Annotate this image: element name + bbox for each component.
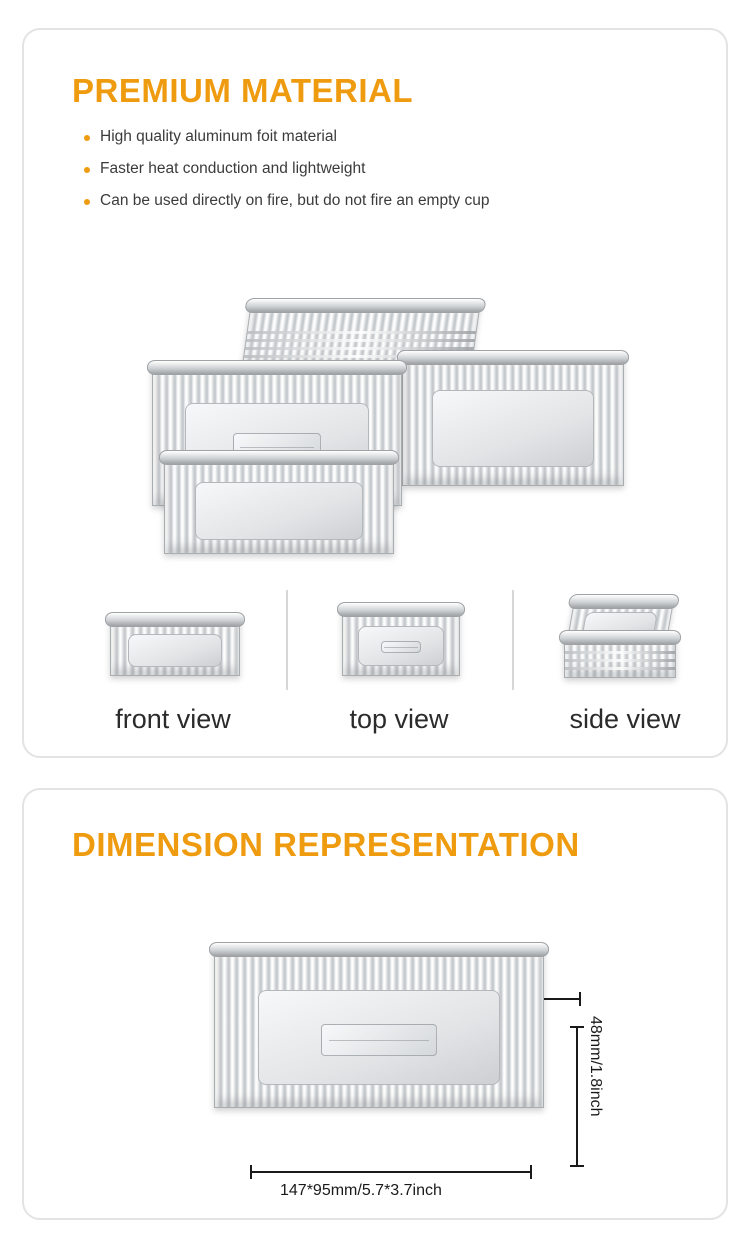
top-view-label: top view: [349, 704, 449, 734]
tray-rim: [159, 450, 399, 465]
side-view-illustration: [512, 592, 738, 692]
dimension-representation-panel: [22, 788, 728, 1220]
dimension-representation-title: DIMENSION REPRESENTATION: [72, 826, 580, 863]
tray-inner-base: [195, 482, 364, 540]
tray-rim: [559, 630, 681, 645]
tray-inner-base: [432, 390, 595, 467]
top-view-illustration: [286, 592, 512, 692]
tray-emboss: [321, 1024, 437, 1056]
stack-line: [246, 339, 474, 342]
dimension-cap: [579, 992, 581, 1006]
side-view-label: side view: [569, 704, 681, 734]
stack-line: [565, 667, 675, 670]
tray-rim: [105, 612, 245, 627]
view-cell-front: [60, 578, 286, 758]
premium-material-panel: [22, 28, 728, 758]
tray-inner-base: [128, 634, 223, 668]
bottom-dimension-line: [250, 1171, 532, 1173]
height-dimension-label: 48mm/1.8inch: [587, 1016, 604, 1117]
dimension-cap: [250, 1165, 252, 1179]
front-view-illustration: [60, 592, 286, 692]
tray-rim: [244, 298, 486, 313]
stack-line: [565, 659, 675, 662]
tray-rim: [397, 350, 629, 365]
tray-rim: [147, 360, 407, 375]
front-view-label: front view: [115, 704, 231, 734]
product-hero-illustration: [134, 278, 634, 578]
dimension-diagram: [24, 886, 730, 1216]
tray-emboss: [381, 641, 421, 654]
stacked-trays-graphic: [564, 636, 676, 678]
foil-tray-graphic: [110, 618, 240, 676]
premium-material-title: PREMIUM MATERIAL: [72, 72, 414, 109]
tray-inner-base: [358, 626, 444, 666]
dimension-cap: [530, 1165, 532, 1179]
premium-material-bullet-list: [24, 128, 726, 210]
view-cell-side: [512, 578, 738, 758]
product-views-row: [60, 578, 738, 758]
tray-rim: [337, 602, 465, 617]
foil-tray-graphic: [342, 608, 460, 676]
tray-inner-base: [258, 990, 501, 1085]
dimension-tray-graphic: [214, 948, 544, 1108]
tray-rim: [209, 942, 549, 957]
dimension-cap: [570, 1026, 584, 1028]
dimension-cap: [570, 1165, 584, 1167]
bullet-item: High quality aluminum foit material: [84, 128, 726, 146]
stack-line: [565, 651, 675, 654]
tray-rim: [567, 594, 680, 609]
view-cell-top: [286, 578, 512, 758]
foil-tray-graphic: [402, 356, 624, 486]
bullet-item: Can be used directly on fire, but do not fire an empty cup: [84, 192, 726, 210]
bullet-item: Faster heat conduction and lightweight: [84, 160, 726, 178]
foil-tray-graphic: [164, 456, 394, 554]
stack-line: [247, 331, 475, 334]
height-dimension-line: [576, 1026, 578, 1166]
bottom-dimension-label: 147*95mm/5.7*3.7inch: [280, 1182, 442, 1199]
